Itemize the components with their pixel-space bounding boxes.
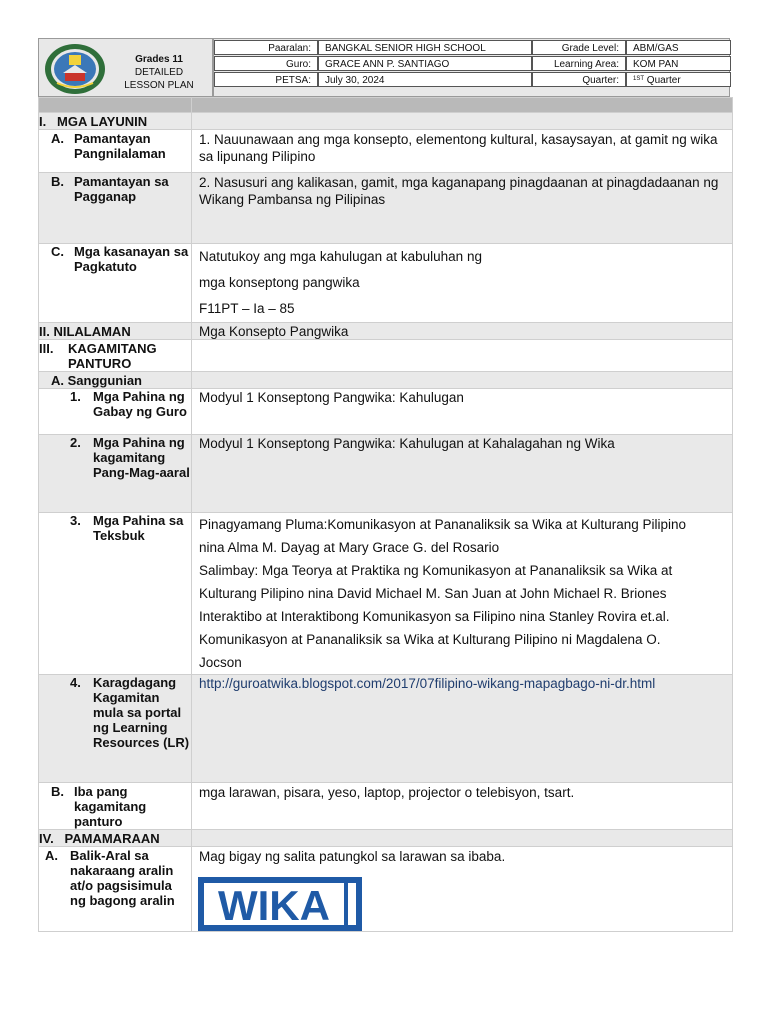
- row-pamantayan-pangnilalaman: [39, 130, 733, 173]
- teacher-value: GRACE ANN P. SANTIAGO: [318, 56, 532, 71]
- text-kasanayan-2: mga konseptong pangwika: [199, 275, 360, 290]
- teksbuk-line: Pinagyamang Pluma:Komunikasyon at Pananaliksik sa Wika at Kulturang Pilipino: [199, 517, 687, 532]
- school-label: Paaralan:: [214, 40, 318, 55]
- section-layunin: I. MGA LAYUNIN: [39, 114, 148, 129]
- section-number: III.: [39, 341, 54, 356]
- teksbuk-line: nina Alma M. Dayag at Mary Grace G. del Rosario: [199, 540, 500, 555]
- row-pamantayan-pagganap: [39, 173, 733, 244]
- label-number: 4.: [70, 675, 81, 690]
- label-gabay-guro: Mga Pahina ng Gabay ng Guro: [93, 389, 187, 419]
- text-balik-aral: Mag bigay ng salita patungkol sa larawan sa ibaba.: [199, 849, 506, 864]
- teksbuk-line: Kulturang Pilipino nina David Michael M. San Juan at John Michael R. Briones: [199, 586, 667, 601]
- section-pamamaraan: IV. PAMAMARAAN: [39, 831, 160, 846]
- wika-logo-image: [198, 877, 362, 931]
- row-teksbuk: [39, 513, 733, 675]
- info-row-date: [214, 72, 729, 87]
- teksbuk-line: Salimbay: Mga Teorya at Praktika ng Komunikasyon at Pananaliksik sa Wika at: [199, 563, 673, 578]
- info-row-teacher: [214, 56, 729, 71]
- label-iba-pang-kagamitan: Iba pang kagamitang panturo: [74, 784, 147, 829]
- text-pamantayan-pangnilalaman: 1. Nauunawaan ang mga konsepto, elementong kultural, kasaysayan, at gamit ng wika sa lipunang Pilipino: [199, 132, 718, 164]
- lr-portal-link[interactable]: http://guroatwika.blogspot.com/2017/07filipino-wikang-mapagbago-ni-dr.html: [199, 676, 656, 691]
- label-number: B.: [51, 784, 64, 799]
- grade-level-value: ABM/GAS: [626, 40, 731, 55]
- date-value: July 30, 2024: [318, 72, 532, 87]
- logo-block: [38, 38, 213, 97]
- row-kagamitang-mag-aaral: [39, 435, 733, 513]
- quarter-value: [626, 72, 731, 87]
- wika-logo-text: WIKA: [218, 882, 330, 929]
- quarter-label: Quarter:: [532, 72, 626, 87]
- label-balik-aral: Balik-Aral sa nakaraang aralin at/o pagsisimula ng bagong aralin: [70, 848, 175, 908]
- school-seal-icon: [44, 43, 106, 95]
- text-iba-pang-kagamitan: mga larawan, pisara, yeso, laptop, projector o telebisyon, tsart.: [199, 785, 575, 800]
- text-kasanayan-1: Natutukoy ang mga kahulugan at kabuluhan ng: [199, 249, 482, 264]
- teksbuk-line: Interaktibo at Interaktibong Komunikasyon sa Filipino nina Stanley Rovira et.al.: [199, 609, 670, 624]
- row-kasanayan: [39, 244, 733, 323]
- row-iba-pang-kagamitan: [39, 783, 733, 830]
- grade-line-1: Grades 11: [135, 54, 183, 65]
- quarter-superscript: 1ST: [633, 76, 645, 82]
- section-row-layunin: [39, 113, 733, 130]
- label-number: 1.: [70, 389, 81, 404]
- label-pamantayan-pagganap: Pamantayan sa Pagganap: [74, 174, 169, 204]
- row-karagdagang-kagamitan: [39, 675, 733, 783]
- label-kasanayan: Mga kasanayan sa Pagkatuto: [74, 244, 189, 274]
- label-number: B.: [51, 174, 64, 189]
- grey-spacer-row: [39, 98, 733, 113]
- label-number: 3.: [70, 513, 81, 528]
- label-number: C.: [51, 244, 64, 259]
- lesson-plan-table: [38, 97, 733, 932]
- row-sanggunian: [39, 372, 733, 389]
- row-gabay-guro: [39, 389, 733, 435]
- section-row-kagamitan: [39, 340, 733, 372]
- label-kagamitang-mag-aaral: Mga Pahina ng kagamitang Pang-Mag-aaral: [93, 435, 190, 480]
- header-info-grid: [213, 38, 730, 97]
- grade-line-2: DETAILED: [134, 67, 184, 78]
- teksbuk-line: Komunikasyon at Pananaliksik sa Wika at Kulturang Pilipino ni Magdalena O.: [199, 632, 661, 647]
- section-nilalaman: II. NILALAMAN: [39, 324, 131, 339]
- label-number: A.: [51, 131, 64, 146]
- label-teksbuk: Mga Pahina sa Teksbuk: [93, 513, 184, 543]
- section-row-pamamaraan: [39, 830, 733, 847]
- teksbuk-line: Jocson: [199, 655, 242, 670]
- info-row-school: [214, 40, 729, 55]
- learning-area-value: KOM PAN: [626, 56, 731, 71]
- teacher-label: Guro:: [214, 56, 318, 71]
- lesson-plan-header: [38, 38, 730, 97]
- school-value: BANGKAL SENIOR HIGH SCHOOL: [318, 40, 532, 55]
- text-kagamitang-mag-aaral: Modyul 1 Konseptong Pangwika: Kahulugan at Kahalagahan ng Wika: [199, 436, 615, 451]
- text-nilalaman: Mga Konsepto Pangwika: [199, 324, 349, 339]
- label-pamantayan-pangnilalaman: Pamantayan Pangnilalaman: [74, 131, 166, 161]
- learning-area-label: Learning Area:: [532, 56, 626, 71]
- grade-level-label: Grade Level:: [532, 40, 626, 55]
- quarter-text: Quarter: [646, 75, 681, 86]
- label-number: A.: [45, 848, 58, 863]
- grade-line-3: LESSON PLAN: [124, 80, 194, 91]
- text-pamantayan-pagganap: 2. Nasusuri ang kalikasan, gamit, mga kaganapang pinagdaanan at pinagdadaanan ng Wikang Pambansa ng Pilipinas: [199, 175, 719, 207]
- text-kasanayan-code: F11PT – Ia – 85: [199, 301, 295, 316]
- text-gabay-guro: Modyul 1 Konseptong Pangwika: Kahulugan: [199, 390, 464, 405]
- row-balik-aral: [39, 847, 733, 932]
- lesson-plan-page: [38, 38, 730, 929]
- label-karagdagang-kagamitan: Karagdagang Kagamitan mula sa portal ng Learning Resources (LR): [93, 675, 190, 750]
- grade-title: [109, 53, 209, 92]
- section-row-nilalaman: [39, 323, 733, 340]
- label-number: 2.: [70, 435, 81, 450]
- label-sanggunian: A. Sanggunian: [51, 373, 142, 388]
- date-label: PETSA:: [214, 72, 318, 87]
- section-kagamitan: KAGAMITANG PANTURO: [68, 341, 157, 371]
